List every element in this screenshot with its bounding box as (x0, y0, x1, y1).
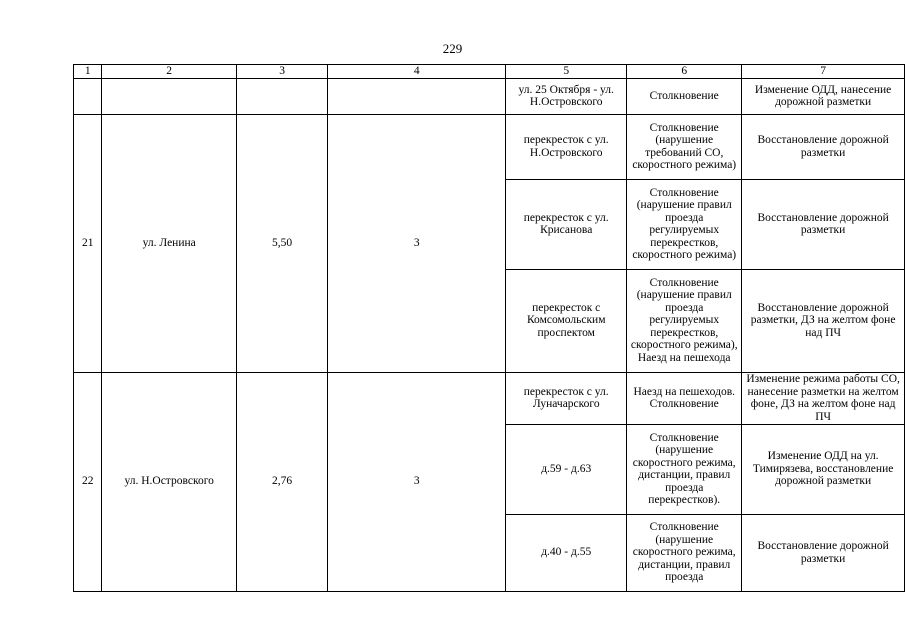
accident-type-cell: Столкновение (627, 78, 742, 114)
measures-cell: Изменение режима работы СО, нанесение разметки на желтом фоне, ДЗ на желтом фоне над ПЧ (742, 372, 905, 424)
length-cell: 5,50 (236, 114, 327, 372)
row-number-cell: 22 (74, 372, 102, 591)
table-row (74, 114, 905, 179)
measures-cell: Восстановление дорожной разметки (742, 179, 905, 269)
header-col-2: 2 (102, 65, 237, 79)
accident-type-cell: Столкновение (нарушение правил проезда регулируемых перекрестков, скоростного режима), Наезд на пешехода (627, 269, 742, 372)
accident-type-cell: Наезд на пешеходов. Столкновение (627, 372, 742, 424)
count-cell: 3 (328, 114, 506, 372)
measures-cell: Восстановление дорожной разметки (742, 114, 905, 179)
empty-cell (102, 78, 237, 114)
table-row (74, 372, 905, 424)
page-number: 229 (442, 41, 463, 56)
place-cell: перекресток с ул. Луначарского (506, 372, 627, 424)
header-col-5: 5 (506, 65, 627, 79)
header-col-7: 7 (742, 65, 905, 79)
row-number-cell: 21 (74, 114, 102, 372)
street-cell: ул. Н.Островского (102, 372, 237, 591)
empty-cell (74, 78, 102, 114)
accident-type-cell: Столкновение (нарушение скоростного режима, дистанции, правил проезда перекрестков). (627, 424, 742, 514)
road-accidents-table (73, 64, 905, 592)
accident-type-cell: Столкновение (нарушение требований СО, скоростного режима) (627, 114, 742, 179)
empty-cell (236, 78, 327, 114)
place-cell: ул. 25 Октября - ул. Н.Островского (506, 78, 627, 114)
accident-type-cell: Столкновение (нарушение скоростного режима, дистанции, правил проезда (627, 514, 742, 591)
continuation-row (74, 78, 905, 114)
empty-cell (328, 78, 506, 114)
measures-cell: Восстановление дорожной разметки, ДЗ на желтом фоне над ПЧ (742, 269, 905, 372)
header-row (74, 65, 905, 79)
header-col-4: 4 (328, 65, 506, 79)
header-col-6: 6 (627, 65, 742, 79)
place-cell: перекресток с ул. Н.Островского (506, 114, 627, 179)
length-cell: 2,76 (236, 372, 327, 591)
accident-type-cell: Столкновение (нарушение правил проезда регулируемых перекрестков, скоростного режима) (627, 179, 742, 269)
header-col-3: 3 (236, 65, 327, 79)
street-cell: ул. Ленина (102, 114, 237, 372)
measures-cell: Восстановление дорожной разметки (742, 514, 905, 591)
place-cell: перекресток с Комсомольским проспектом (506, 269, 627, 372)
header-col-1: 1 (74, 65, 102, 79)
place-cell: перекресток с ул. Крисанова (506, 179, 627, 269)
measures-cell: Изменение ОДД, нанесение дорожной разметки (742, 78, 905, 114)
count-cell: 3 (328, 372, 506, 591)
place-cell: д.40 - д.55 (506, 514, 627, 591)
measures-cell: Изменение ОДД на ул. Тимирязева, восстановление дорожной разметки (742, 424, 905, 514)
place-cell: д.59 - д.63 (506, 424, 627, 514)
